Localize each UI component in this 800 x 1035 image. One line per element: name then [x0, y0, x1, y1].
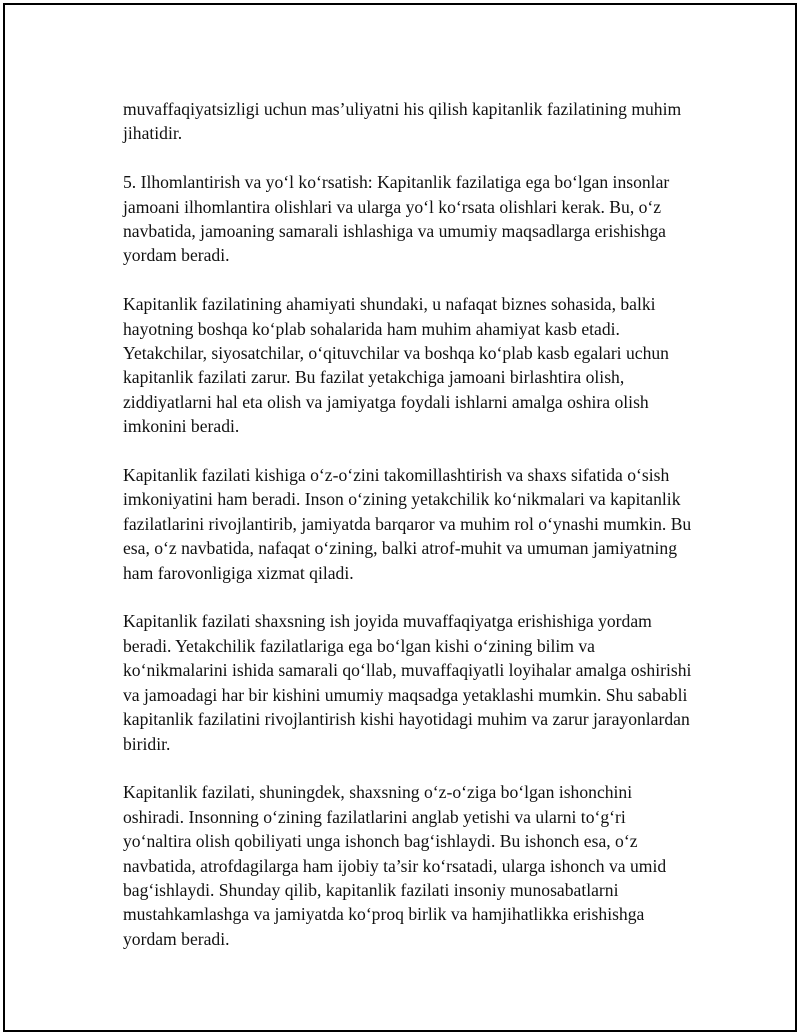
document-body	[123, 97, 695, 951]
paragraph: Kapitanlik fazilati, shuningdek, shaxsning o‘z-o‘ziga bo‘lgan ishonchini oshiradi. Insonning o‘zining fazilatlarini anglab yetishi va ularni to‘g‘ri yo‘naltira olish qobiliyati unga ishonch bag‘ishlaydi. Bu ishonch esa, o‘z navbatida, atrofdagilarga ham ijobiy ta’sir ko‘rsatadi, ularga ishonch va umid bag‘ishlaydi. Shunday qilib, kapitanlik fazilati insoniy munosabatlarni mustahkamlashga va jamiyatda ko‘proq birlik va hamjihatlikka erishishga yordam beradi.	[123, 782, 667, 949]
paragraph: Kapitanlik fazilati shaxsning ish joyida muvaffaqiyatga erishishiga yordam beradi. Yetakchilik fazilatlariga ega bo‘lgan kishi o‘zining bilim va ko‘nikmalarini ishida samarali qo‘llab, muvaffaqiyatli loyihalar amalga oshirishi va jamoadagi har bir kishini umumiy maqsadga yetaklashi mumkin. Shu sababli kapitanlik fazilatini rivojlantirish kishi hayotidagi muhim va zarur jarayonlardan biridir.	[123, 611, 692, 754]
paragraph: 5. Ilhomlantirish va yo‘l ko‘rsatish: Kapitanlik fazilatiga ega bo‘lgan insonlar jamoani ilhomlantira olishlari va ularga yo‘l ko‘rsata olishlari kerak. Bu, o‘z navbatida, jamoaning samarali ishlashiga va umumiy maqsadlarga erishishga yordam beradi.	[123, 172, 670, 266]
paragraph: Kapitanlik fazilati kishiga o‘z-o‘zini takomillashtirish va shaxs sifatida o‘sish imkoniyatini ham beradi. Inson o‘zining yetakchilik ko‘nikmalari va kapitanlik fazilatlarini rivojlantirib, jamiyatda barqaror va muhim rol o‘ynashi mumkin. Bu esa, o‘z navbatida, nafaqat o‘zining, balki atrof-muhit va umuman jamiyatning ham farovonligiga xizmat qiladi.	[123, 465, 692, 583]
paragraph: muvaffaqiyatsizligi uchun mas’uliyatni his qilish kapitanlik fazilatining muhim jihatidir.	[123, 99, 682, 144]
paragraph: Kapitanlik fazilatining ahamiyati shundaki, u nafaqat biznes sohasida, balki hayotning boshqa ko‘plab sohalarida ham muhim ahamiyat kasb etadi. Yetakchilar, siyosatchilar, o‘qituvchilar va boshqa ko‘plab kasb egalari uchun kapitanlik fazilati zarur. Bu fazilat yetakchiga jamoani birlashtira olish, ziddiyatlarni hal eta olish va jamiyatga foydali ishlarni amalga oshira olish imkonini beradi.	[123, 294, 669, 437]
page-frame	[3, 3, 797, 1032]
